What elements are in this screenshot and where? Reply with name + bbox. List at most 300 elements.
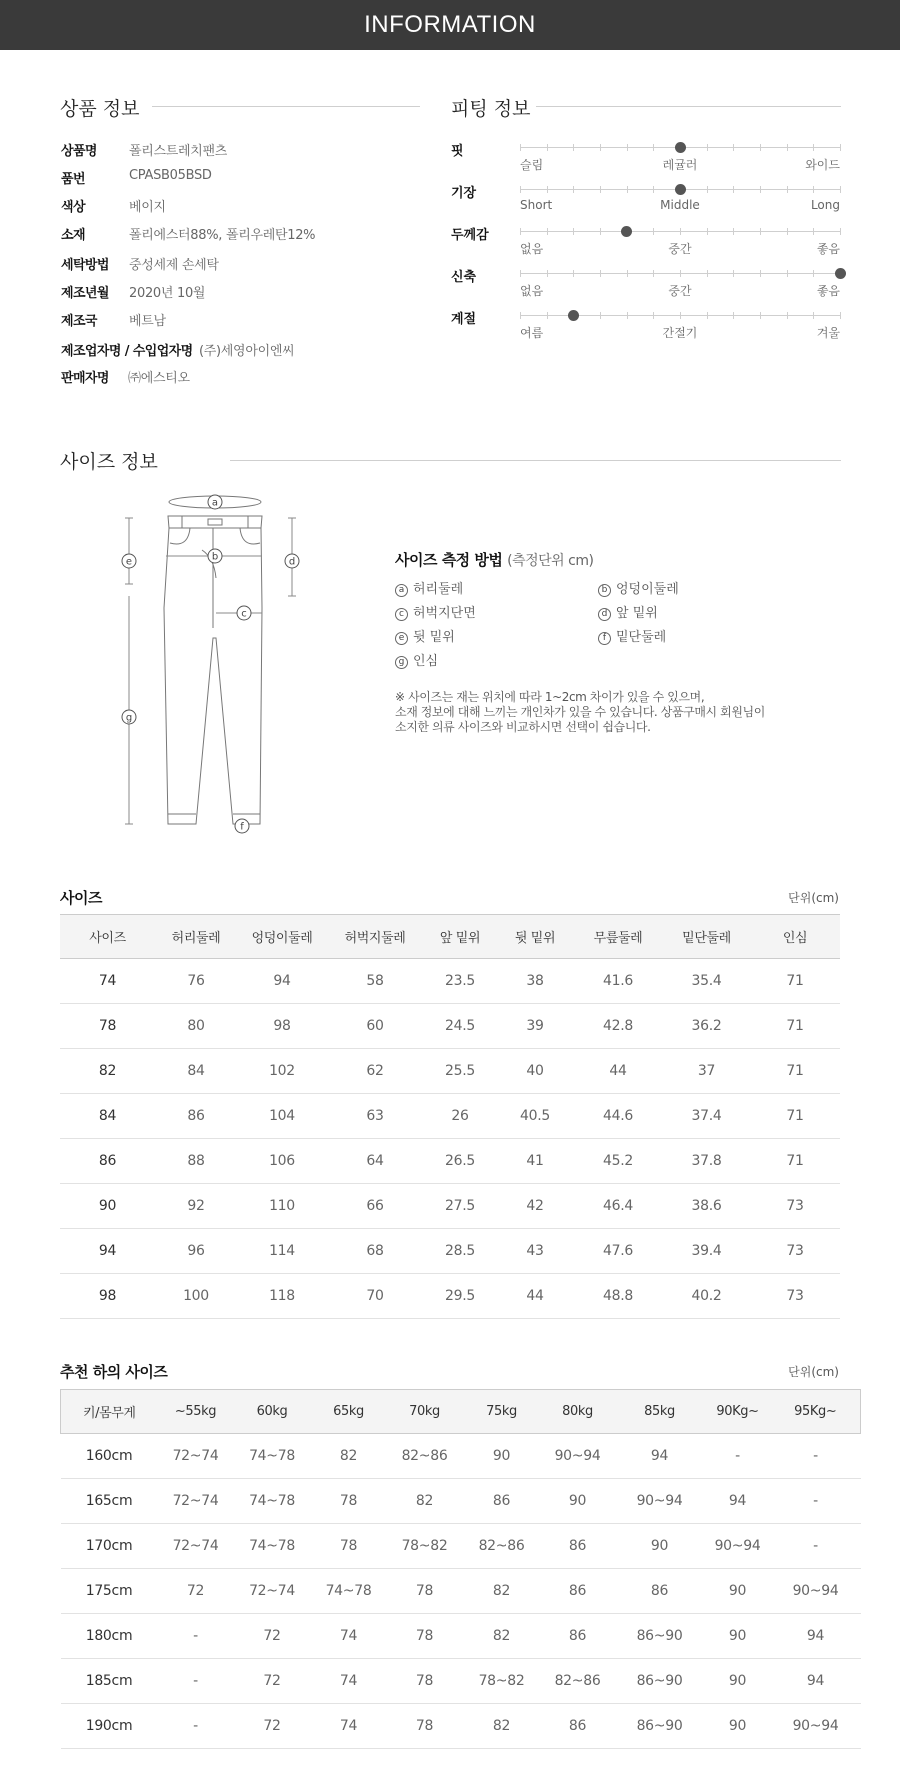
fitting-option: 간절기 bbox=[662, 326, 698, 340]
table-cell: 44.6 bbox=[573, 1094, 663, 1139]
table-cell: 102 bbox=[237, 1049, 327, 1094]
table-cell: 71 bbox=[750, 1094, 840, 1139]
product-info-label: 제조업자명 / 수입업자명 bbox=[61, 344, 193, 359]
table-cell: 47.6 bbox=[573, 1229, 663, 1274]
table-cell: 82 bbox=[463, 1614, 541, 1659]
table-cell: 40.2 bbox=[663, 1274, 750, 1319]
measure-marker: a bbox=[395, 584, 408, 597]
table-cell: 86 bbox=[541, 1704, 615, 1749]
rec-table-header-cell: 95Kg~ bbox=[771, 1390, 861, 1434]
table-cell: 86 bbox=[463, 1479, 541, 1524]
table-cell: 36.2 bbox=[663, 1004, 750, 1049]
measure-method-label: 허벅지단면 bbox=[413, 606, 476, 621]
size-table-header-cell: 허벅지둘레 bbox=[327, 915, 423, 959]
product-info-label: 제조국 bbox=[61, 314, 97, 329]
table-cell: 165cm bbox=[61, 1479, 158, 1524]
measure-method-item bbox=[395, 650, 438, 669]
table-cell: 72~74 bbox=[158, 1479, 234, 1524]
fitting-level-dot bbox=[621, 226, 632, 237]
fitting-option: 중간 bbox=[668, 242, 692, 256]
measure-method-label: 허리둘레 bbox=[413, 582, 464, 597]
fitting-row bbox=[451, 224, 841, 264]
svg-text:g: g bbox=[125, 712, 133, 724]
table-cell: 82~86 bbox=[463, 1524, 541, 1569]
fitting-tick bbox=[733, 228, 734, 235]
table-cell: 86~90 bbox=[615, 1659, 705, 1704]
measure-marker: e bbox=[395, 632, 408, 645]
table-row bbox=[60, 1004, 840, 1049]
fitting-level-dot bbox=[675, 142, 686, 153]
size-info-divider bbox=[230, 460, 841, 461]
rec-table-header-cell: 85kg bbox=[615, 1390, 705, 1434]
product-info-label: 판매자명 bbox=[61, 371, 109, 386]
fitting-tick bbox=[840, 228, 841, 235]
size-note-line: 소지한 의류 사이즈와 비교하시면 선택이 쉽습니다. bbox=[395, 720, 651, 734]
product-info-title: 상품 정보 bbox=[60, 98, 140, 120]
svg-text:d: d bbox=[288, 556, 296, 568]
table-cell: 78 bbox=[387, 1659, 463, 1704]
fitting-tick bbox=[760, 312, 761, 319]
fitting-tick bbox=[627, 144, 628, 151]
measure-method-label: 뒷 밑위 bbox=[413, 630, 455, 645]
fitting-tick bbox=[733, 144, 734, 151]
table-cell: 73 bbox=[750, 1229, 840, 1274]
table-cell: 86 bbox=[615, 1569, 705, 1614]
table-cell: - bbox=[158, 1659, 234, 1704]
fitting-tick bbox=[840, 186, 841, 193]
table-cell: 35.4 bbox=[663, 959, 750, 1004]
fitting-tick bbox=[653, 270, 654, 277]
size-note-line: 소재 정보에 대해 느끼는 개인차가 있을 수 있습니다. 상품구매시 회원님이 bbox=[395, 705, 765, 719]
table-cell: 41.6 bbox=[573, 959, 663, 1004]
table-cell: 94 bbox=[60, 1229, 155, 1274]
fitting-tick bbox=[627, 312, 628, 319]
fitting-tick bbox=[547, 270, 548, 277]
table-cell: 74~78 bbox=[234, 1524, 311, 1569]
table-cell: 24.5 bbox=[423, 1004, 497, 1049]
marker-e bbox=[122, 554, 136, 568]
table-row bbox=[60, 1274, 840, 1319]
fitting-tick bbox=[600, 312, 601, 319]
table-cell: 82~86 bbox=[387, 1434, 463, 1479]
table-cell: 39.4 bbox=[663, 1229, 750, 1274]
marker-f bbox=[235, 819, 249, 833]
fitting-option: Long bbox=[810, 198, 840, 212]
table-cell: 82 bbox=[311, 1434, 387, 1479]
fitting-option: 좋음 bbox=[816, 242, 840, 256]
table-cell: 82 bbox=[463, 1569, 541, 1614]
svg-text:b: b bbox=[211, 551, 219, 563]
table-cell: 71 bbox=[750, 1004, 840, 1049]
table-cell: 42.8 bbox=[573, 1004, 663, 1049]
fitting-option: 와이드 bbox=[805, 158, 840, 172]
table-row bbox=[60, 1184, 840, 1229]
table-cell: 78 bbox=[311, 1479, 387, 1524]
table-cell: 71 bbox=[750, 1049, 840, 1094]
fitting-option: 없음 bbox=[520, 284, 544, 298]
table-cell: 41 bbox=[497, 1139, 573, 1184]
size-table-header-cell: 무릎둘레 bbox=[573, 915, 663, 959]
size-note-line: ※ 사이즈는 재는 위치에 따라 1~2cm 차이가 있을 수 있으며, bbox=[395, 690, 705, 704]
fitting-tick bbox=[787, 270, 788, 277]
table-cell: 74 bbox=[311, 1614, 387, 1659]
fitting-tick bbox=[733, 186, 734, 193]
table-cell: 46.4 bbox=[573, 1184, 663, 1229]
table-cell: 38.6 bbox=[663, 1184, 750, 1229]
fitting-tick bbox=[600, 144, 601, 151]
rec-table-header-cell: ~55kg bbox=[158, 1390, 234, 1434]
fitting-label: 핏 bbox=[451, 144, 464, 159]
table-cell: 94 bbox=[237, 959, 327, 1004]
table-cell: - bbox=[158, 1614, 234, 1659]
table-cell: 90 bbox=[705, 1569, 771, 1614]
rec-table-header-cell: 75kg bbox=[463, 1390, 541, 1434]
table-cell: 86 bbox=[541, 1524, 615, 1569]
rec-table-header-cell: 90Kg~ bbox=[705, 1390, 771, 1434]
fitting-info-title: 피팅 정보 bbox=[451, 98, 531, 120]
measure-marker: f bbox=[598, 632, 611, 645]
table-cell: 92 bbox=[155, 1184, 237, 1229]
table-cell: 74~78 bbox=[311, 1569, 387, 1614]
measure-method-label: 앞 밑위 bbox=[616, 606, 658, 621]
fitting-tick bbox=[600, 270, 601, 277]
table-cell: 175cm bbox=[61, 1569, 158, 1614]
fitting-option: Short bbox=[520, 198, 553, 212]
table-cell: - bbox=[771, 1524, 861, 1569]
product-info-value: 2020년 10월 bbox=[129, 286, 206, 301]
table-cell: 118 bbox=[237, 1274, 327, 1319]
table-cell: 160cm bbox=[61, 1434, 158, 1479]
table-cell: 72~74 bbox=[158, 1434, 234, 1479]
table-cell: 37.4 bbox=[663, 1094, 750, 1139]
fitting-tick bbox=[600, 228, 601, 235]
fitting-option: 레귤러 bbox=[662, 158, 698, 172]
svg-text:f: f bbox=[240, 821, 244, 833]
fitting-level-dot bbox=[675, 184, 686, 195]
table-cell: 86~90 bbox=[615, 1614, 705, 1659]
fitting-tick bbox=[787, 312, 788, 319]
table-cell: 62 bbox=[327, 1049, 423, 1094]
table-cell: 114 bbox=[237, 1229, 327, 1274]
measure-method-item bbox=[598, 578, 679, 597]
table-cell: 90 bbox=[615, 1524, 705, 1569]
pants-diagram bbox=[110, 488, 320, 838]
fitting-tick bbox=[627, 186, 628, 193]
size-table-header bbox=[60, 915, 840, 959]
table-cell: 26 bbox=[423, 1094, 497, 1139]
fitting-option: 없음 bbox=[520, 242, 544, 256]
table-cell: 98 bbox=[237, 1004, 327, 1049]
table-cell: 74 bbox=[311, 1704, 387, 1749]
table-cell: 38 bbox=[497, 959, 573, 1004]
measure-method-label: 인심 bbox=[413, 654, 439, 669]
table-cell: - bbox=[771, 1434, 861, 1479]
measure-method-item bbox=[598, 626, 666, 645]
size-table-header-cell: 사이즈 bbox=[60, 915, 155, 959]
fitting-tick bbox=[787, 186, 788, 193]
table-row bbox=[60, 1229, 840, 1274]
svg-text:e: e bbox=[125, 556, 133, 568]
product-info-row bbox=[61, 254, 421, 274]
table-cell: 44 bbox=[497, 1274, 573, 1319]
table-cell: 180cm bbox=[61, 1614, 158, 1659]
rec-table-header-cell: 60kg bbox=[234, 1390, 311, 1434]
table-cell: 26.5 bbox=[423, 1139, 497, 1184]
rec-table-header bbox=[61, 1390, 861, 1434]
fitting-row bbox=[451, 308, 841, 348]
fitting-tick bbox=[840, 144, 841, 151]
table-cell: 90~94 bbox=[771, 1704, 861, 1749]
fitting-tick bbox=[680, 228, 681, 235]
rec-table-header-cell: 70kg bbox=[387, 1390, 463, 1434]
fitting-tick bbox=[653, 144, 654, 151]
size-table-unit: 단위(cm) bbox=[788, 891, 839, 905]
product-info-label: 품번 bbox=[61, 172, 85, 187]
product-info-label: 상품명 bbox=[61, 144, 97, 159]
table-cell: 96 bbox=[155, 1229, 237, 1274]
table-row bbox=[61, 1569, 861, 1614]
measure-method-item bbox=[395, 626, 455, 645]
marker-a bbox=[208, 495, 222, 509]
table-cell: 76 bbox=[155, 959, 237, 1004]
table-cell: 78~82 bbox=[387, 1524, 463, 1569]
fitting-row bbox=[451, 140, 841, 180]
size-table-header-cell: 밑단둘레 bbox=[663, 915, 750, 959]
table-row bbox=[60, 1049, 840, 1094]
table-cell: 72 bbox=[234, 1659, 311, 1704]
fitting-tick bbox=[653, 228, 654, 235]
table-cell: 39 bbox=[497, 1004, 573, 1049]
table-cell: 90 bbox=[60, 1184, 155, 1229]
table-cell: 90~94 bbox=[705, 1524, 771, 1569]
table-cell: 90 bbox=[705, 1704, 771, 1749]
marker-b bbox=[208, 549, 222, 563]
table-cell: 190cm bbox=[61, 1704, 158, 1749]
table-cell: 94 bbox=[771, 1659, 861, 1704]
measure-method-unit: (측정단위 cm) bbox=[507, 553, 594, 569]
fitting-tick bbox=[573, 144, 574, 151]
fitting-tick bbox=[813, 144, 814, 151]
fitting-option: 좋음 bbox=[816, 284, 840, 298]
table-cell: 37 bbox=[663, 1049, 750, 1094]
table-cell: 74 bbox=[311, 1659, 387, 1704]
fitting-tick bbox=[547, 186, 548, 193]
marker-c bbox=[237, 606, 251, 620]
size-table bbox=[60, 914, 840, 1319]
table-cell: 94 bbox=[705, 1479, 771, 1524]
fitting-tick bbox=[840, 312, 841, 319]
fitting-tick bbox=[760, 144, 761, 151]
measure-marker: c bbox=[395, 608, 408, 621]
table-cell: 78 bbox=[387, 1704, 463, 1749]
table-cell: 28.5 bbox=[423, 1229, 497, 1274]
table-cell: 170cm bbox=[61, 1524, 158, 1569]
table-cell: 82 bbox=[60, 1049, 155, 1094]
table-cell: 45.2 bbox=[573, 1139, 663, 1184]
rec-table-unit: 단위(cm) bbox=[788, 1365, 839, 1379]
size-table-header-cell: 인심 bbox=[750, 915, 840, 959]
product-info-row bbox=[61, 310, 421, 330]
product-info-row bbox=[61, 224, 421, 244]
table-row bbox=[60, 1139, 840, 1184]
table-cell: 74 bbox=[60, 959, 155, 1004]
fitting-tick bbox=[520, 144, 521, 151]
product-info-label: 세탁방법 bbox=[61, 258, 109, 273]
table-cell: 29.5 bbox=[423, 1274, 497, 1319]
product-info-value: 베이지 bbox=[129, 200, 166, 215]
table-row bbox=[61, 1479, 861, 1524]
table-cell: 74~78 bbox=[234, 1479, 311, 1524]
product-info-value: 베트남 bbox=[129, 314, 166, 329]
table-cell: 48.8 bbox=[573, 1274, 663, 1319]
measure-method-item bbox=[395, 578, 463, 597]
table-cell: 63 bbox=[327, 1094, 423, 1139]
header-bar bbox=[0, 0, 900, 50]
table-cell: 71 bbox=[750, 1139, 840, 1184]
fitting-tick bbox=[653, 186, 654, 193]
pants-outline bbox=[110, 488, 320, 838]
marker-d bbox=[285, 554, 299, 568]
size-note bbox=[395, 690, 795, 735]
product-info-value: 중성세제 손세탁 bbox=[129, 258, 219, 273]
fitting-tick bbox=[733, 312, 734, 319]
product-info-row bbox=[61, 196, 421, 216]
measure-method-item bbox=[598, 602, 658, 621]
fitting-info-divider bbox=[536, 106, 841, 107]
table-cell: 78 bbox=[60, 1004, 155, 1049]
table-cell: 82 bbox=[387, 1479, 463, 1524]
table-cell: 64 bbox=[327, 1139, 423, 1184]
fitting-label: 계절 bbox=[451, 312, 477, 327]
fitting-tick bbox=[520, 228, 521, 235]
table-row bbox=[60, 1094, 840, 1139]
table-row bbox=[61, 1524, 861, 1569]
fitting-tick bbox=[573, 186, 574, 193]
product-info-value: 폴리에스터88%, 폴리우레탄12% bbox=[129, 228, 316, 243]
table-cell: 73 bbox=[750, 1274, 840, 1319]
table-cell: 68 bbox=[327, 1229, 423, 1274]
fitting-tick bbox=[573, 270, 574, 277]
table-row bbox=[60, 959, 840, 1004]
table-cell: 74~78 bbox=[234, 1434, 311, 1479]
size-table-header-cell: 뒷 밑위 bbox=[497, 915, 573, 959]
fitting-tick bbox=[813, 270, 814, 277]
table-cell: 78 bbox=[387, 1569, 463, 1614]
table-cell: 86 bbox=[541, 1614, 615, 1659]
table-cell: 90 bbox=[705, 1614, 771, 1659]
recommend-size-table bbox=[60, 1389, 861, 1749]
rec-table-header-cell: 65kg bbox=[311, 1390, 387, 1434]
table-cell: 90~94 bbox=[771, 1569, 861, 1614]
table-cell: 72~74 bbox=[158, 1524, 234, 1569]
measure-method-item bbox=[395, 602, 476, 621]
table-row bbox=[61, 1704, 861, 1749]
table-cell: 73 bbox=[750, 1184, 840, 1229]
table-cell: 66 bbox=[327, 1184, 423, 1229]
fitting-tick bbox=[600, 186, 601, 193]
fitting-tick bbox=[813, 228, 814, 235]
fitting-label: 두께감 bbox=[451, 228, 489, 243]
size-table-header-cell: 엉덩이둘레 bbox=[237, 915, 327, 959]
table-cell: 72 bbox=[234, 1704, 311, 1749]
size-table-header-cell: 앞 밑위 bbox=[423, 915, 497, 959]
fitting-tick bbox=[653, 312, 654, 319]
product-info-row bbox=[61, 340, 421, 360]
svg-text:c: c bbox=[241, 608, 247, 620]
table-cell: 25.5 bbox=[423, 1049, 497, 1094]
table-cell: 86 bbox=[541, 1569, 615, 1614]
fitting-tick bbox=[707, 270, 708, 277]
fitting-option: Middle bbox=[660, 198, 700, 212]
measure-method-label: 밑단둘레 bbox=[616, 630, 667, 645]
fitting-tick bbox=[707, 312, 708, 319]
table-cell: 27.5 bbox=[423, 1184, 497, 1229]
fitting-tick bbox=[520, 312, 521, 319]
size-table-title: 사이즈 bbox=[60, 889, 102, 907]
fitting-tick bbox=[547, 228, 548, 235]
table-cell: 44 bbox=[573, 1049, 663, 1094]
fitting-tick bbox=[760, 270, 761, 277]
fitting-tick bbox=[680, 270, 681, 277]
product-info-label: 색상 bbox=[61, 200, 85, 215]
product-info-value: CPASB05BSD bbox=[129, 168, 212, 183]
table-cell: 185cm bbox=[61, 1659, 158, 1704]
fitting-option: 슬림 bbox=[520, 158, 544, 172]
table-cell: 78 bbox=[311, 1524, 387, 1569]
product-info-value: 폴리스트레치팬츠 bbox=[129, 144, 228, 159]
table-cell: 100 bbox=[155, 1274, 237, 1319]
svg-text:a: a bbox=[211, 497, 219, 509]
fitting-tick bbox=[733, 270, 734, 277]
size-table-header-cell: 허리둘레 bbox=[155, 915, 237, 959]
product-info-value: (주)세영아이엔씨 bbox=[199, 344, 295, 359]
table-cell: 80 bbox=[155, 1004, 237, 1049]
fitting-tick bbox=[707, 144, 708, 151]
fitting-tick bbox=[813, 186, 814, 193]
fitting-row bbox=[451, 182, 841, 222]
table-cell: 84 bbox=[155, 1049, 237, 1094]
table-row bbox=[61, 1614, 861, 1659]
product-info-row bbox=[61, 282, 421, 302]
table-cell: 110 bbox=[237, 1184, 327, 1229]
table-cell: 86 bbox=[155, 1094, 237, 1139]
size-info-title: 사이즈 정보 bbox=[60, 451, 158, 473]
table-cell: 106 bbox=[237, 1139, 327, 1184]
table-cell: 82~86 bbox=[541, 1659, 615, 1704]
fitting-option: 여름 bbox=[520, 326, 544, 340]
table-cell: 72 bbox=[158, 1569, 234, 1614]
fitting-tick bbox=[573, 228, 574, 235]
fitting-level-dot bbox=[568, 310, 579, 321]
table-cell: 98 bbox=[60, 1274, 155, 1319]
table-cell: 60 bbox=[327, 1004, 423, 1049]
fitting-tick bbox=[760, 186, 761, 193]
table-cell: - bbox=[158, 1704, 234, 1749]
measure-method-title bbox=[395, 549, 593, 570]
fitting-tick bbox=[787, 144, 788, 151]
table-cell: 90 bbox=[705, 1659, 771, 1704]
table-cell: 72~74 bbox=[234, 1569, 311, 1614]
table-cell: 58 bbox=[327, 959, 423, 1004]
fitting-option: 겨울 bbox=[816, 326, 840, 340]
fitting-row bbox=[451, 266, 841, 306]
table-cell: 40.5 bbox=[497, 1094, 573, 1139]
fitting-level-dot bbox=[835, 268, 846, 279]
table-cell: 78 bbox=[387, 1614, 463, 1659]
rec-table-header-cell: 80kg bbox=[541, 1390, 615, 1434]
fitting-tick bbox=[547, 312, 548, 319]
product-info-row bbox=[61, 168, 421, 188]
